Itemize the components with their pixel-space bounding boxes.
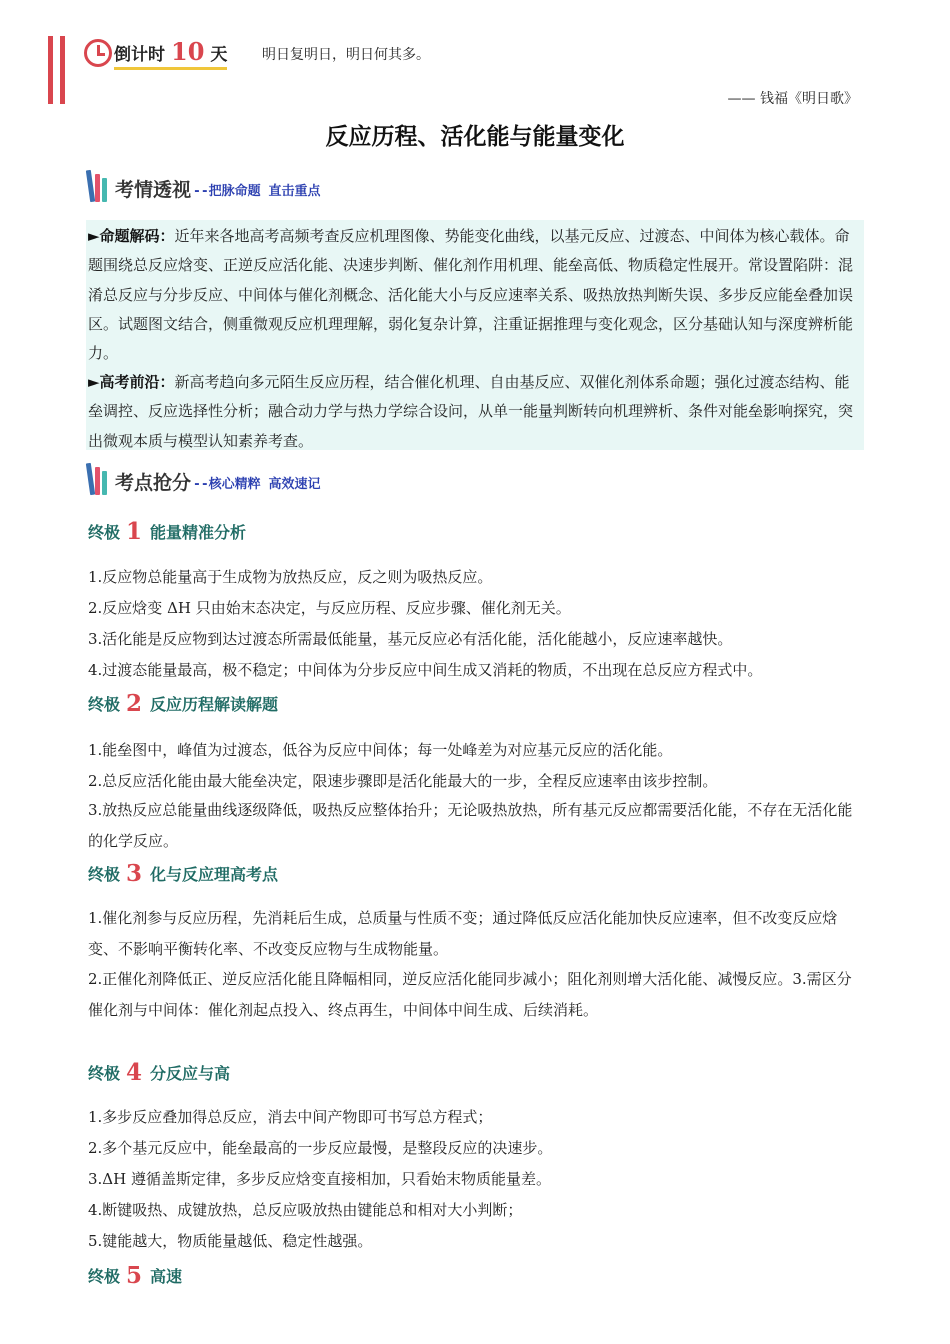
section-subtitle: --核心精粹 高效速记 <box>193 477 321 492</box>
section-title: 考点抢分 <box>115 472 192 494</box>
intro-paragraph-1 <box>88 222 864 368</box>
point-item: 5.键能越大，物质能量越低、稳定性越强。 <box>88 1232 373 1250</box>
point-item: 3.活化能是反应物到达过渡态所需最低能量，基元反应必有活化能，活化能越小，反应速率越快。 <box>88 630 733 648</box>
point-prefix: 终极 <box>88 523 121 542</box>
point-title: 反应历程解读解题 <box>150 695 279 714</box>
header-motto: 明日复明日，明日何其多。 <box>262 47 430 63</box>
countdown-text <box>114 37 227 70</box>
books-icon <box>88 463 109 495</box>
point-number: 3 <box>126 860 143 887</box>
countdown-suffix: 天 <box>210 44 228 65</box>
point-heading-2 <box>88 690 278 717</box>
point-heading-3 <box>88 860 278 887</box>
countdown-number: 10 <box>171 36 205 66</box>
decor-red-bar-1 <box>48 36 53 104</box>
point-item: 3.放热反应总能量曲线逐级降低，吸热反应整体抬升；无论吸热放热，所有基元反应都需要活化能，不存在无活化能的化学反应。 <box>88 801 853 850</box>
intro-text: 近年来各地高考高频考查反应机理图像、势能变化曲线，以基元反应、过渡态、中间体为核心载体。命题围绕总反应焓变、正逆反应活化能、决速步判断、催化剂作用机理、能垒高低、物质稳定性展开。常设置陷阱：混淆总反应与分步反应、中间体与催化剂概念、活化能大小与反应速率关系、吸热放热判断失误、多步反应能垒叠加误区。试题图文结合，侧重微观反应机理理解，弱化复杂计算，注重证据推理与变化观念，区分基础认知与深度辨析能力。 <box>88 227 854 363</box>
point-item: 2.反应焓变 ΔH 只由始末态决定，与反应历程、反应步骤、催化剂无关。 <box>88 599 571 617</box>
point-number: 2 <box>126 690 143 717</box>
point-item: 2.正催化剂降低正、逆反应活化能且降幅相同，逆反应活化能同步减小；阻化剂则增大活化能、减慢反应。3.需区分催化剂与中间体：催化剂起点投入、终点再生，中间体中间生成、后续消耗。 <box>88 970 852 1019</box>
clock-icon <box>84 39 112 67</box>
point-heading-5 <box>88 1262 182 1289</box>
section-header-key-points <box>88 459 321 495</box>
point-heading-4 <box>88 1059 230 1086</box>
point-prefix: 终极 <box>88 865 121 884</box>
point-item: 4.过渡态能量最高，极不稳定；中间体为分步反应中间生成又消耗的物质，不出现在总反应方程式中。 <box>88 661 763 679</box>
intro-text: 新高考趋向多元陌生反应历程，结合催化机理、自由基反应、双催化剂体系命题；强化过渡态结构、能垒调控、反应选择性分析；融合动力学与热力学综合设问，从单一能量判断转向机理辨析、条件对能垒影响探究，突出微观本质与模型认知素养考查。 <box>88 373 854 450</box>
point-item: 2.多个基元反应中，能垒最高的一步反应最慢，是整段反应的决速步。 <box>88 1139 553 1157</box>
point-title: 能量精准分析 <box>150 523 247 542</box>
point-prefix: 终极 <box>88 1267 121 1286</box>
point-item: 1.反应物总能量高于生成物为放热反应，反之则为吸热反应。 <box>88 568 493 586</box>
point-prefix: 终极 <box>88 695 121 714</box>
books-icon <box>88 170 109 202</box>
point-title: 高速 <box>150 1267 183 1286</box>
countdown-badge <box>84 36 227 70</box>
point-item: 1.能垒图中，峰值为过渡态，低谷为反应中间体；每一处峰差为对应基元反应的活化能。 <box>88 741 673 759</box>
point-item: 1.催化剂参与反应历程，先消耗后生成，总质量与性质不变；通过降低反应活化能加快反应速率，但不改变反应焓变、不影响平衡转化率、不改变反应物与生成物能量。 <box>88 909 838 958</box>
decor-red-bar-2 <box>60 36 65 104</box>
point-heading-1 <box>88 518 246 545</box>
intro-label: ►命题解码： <box>88 227 175 245</box>
point-item: 4.断键吸热、成键放热，总反应吸放热由键能总和相对大小判断； <box>88 1201 523 1219</box>
point-title: 分反应与高 <box>150 1064 231 1083</box>
page-title: 反应历程、活化能与能量变化 <box>325 124 625 150</box>
point-number: 5 <box>126 1262 143 1289</box>
section-header-exam-analysis <box>88 166 321 202</box>
section-subtitle: --把脉命题 直击重点 <box>193 184 321 199</box>
point-item: 3.ΔH 遵循盖斯定律，多步反应焓变直接相加，只看始末物质能量差。 <box>88 1170 551 1188</box>
point-title: 化与反应理高考点 <box>150 865 279 884</box>
header-author: —— 钱福《明日歌》 <box>727 91 858 107</box>
point-number: 1 <box>126 518 143 545</box>
point-item: 1.多步反应叠加得总反应，消去中间产物即可书写总方程式； <box>88 1108 493 1126</box>
point-item: 2.总反应活化能由最大能垒决定，限速步骤即是活化能最大的一步，全程反应速率由该步控制。 <box>88 772 718 790</box>
point-number: 4 <box>126 1059 143 1086</box>
intro-label: ►高考前沿： <box>88 373 175 391</box>
point-prefix: 终极 <box>88 1064 121 1083</box>
countdown-prefix: 倒计时 <box>114 44 165 65</box>
section-title: 考情透视 <box>115 179 192 201</box>
intro-paragraph-2 <box>88 368 864 456</box>
